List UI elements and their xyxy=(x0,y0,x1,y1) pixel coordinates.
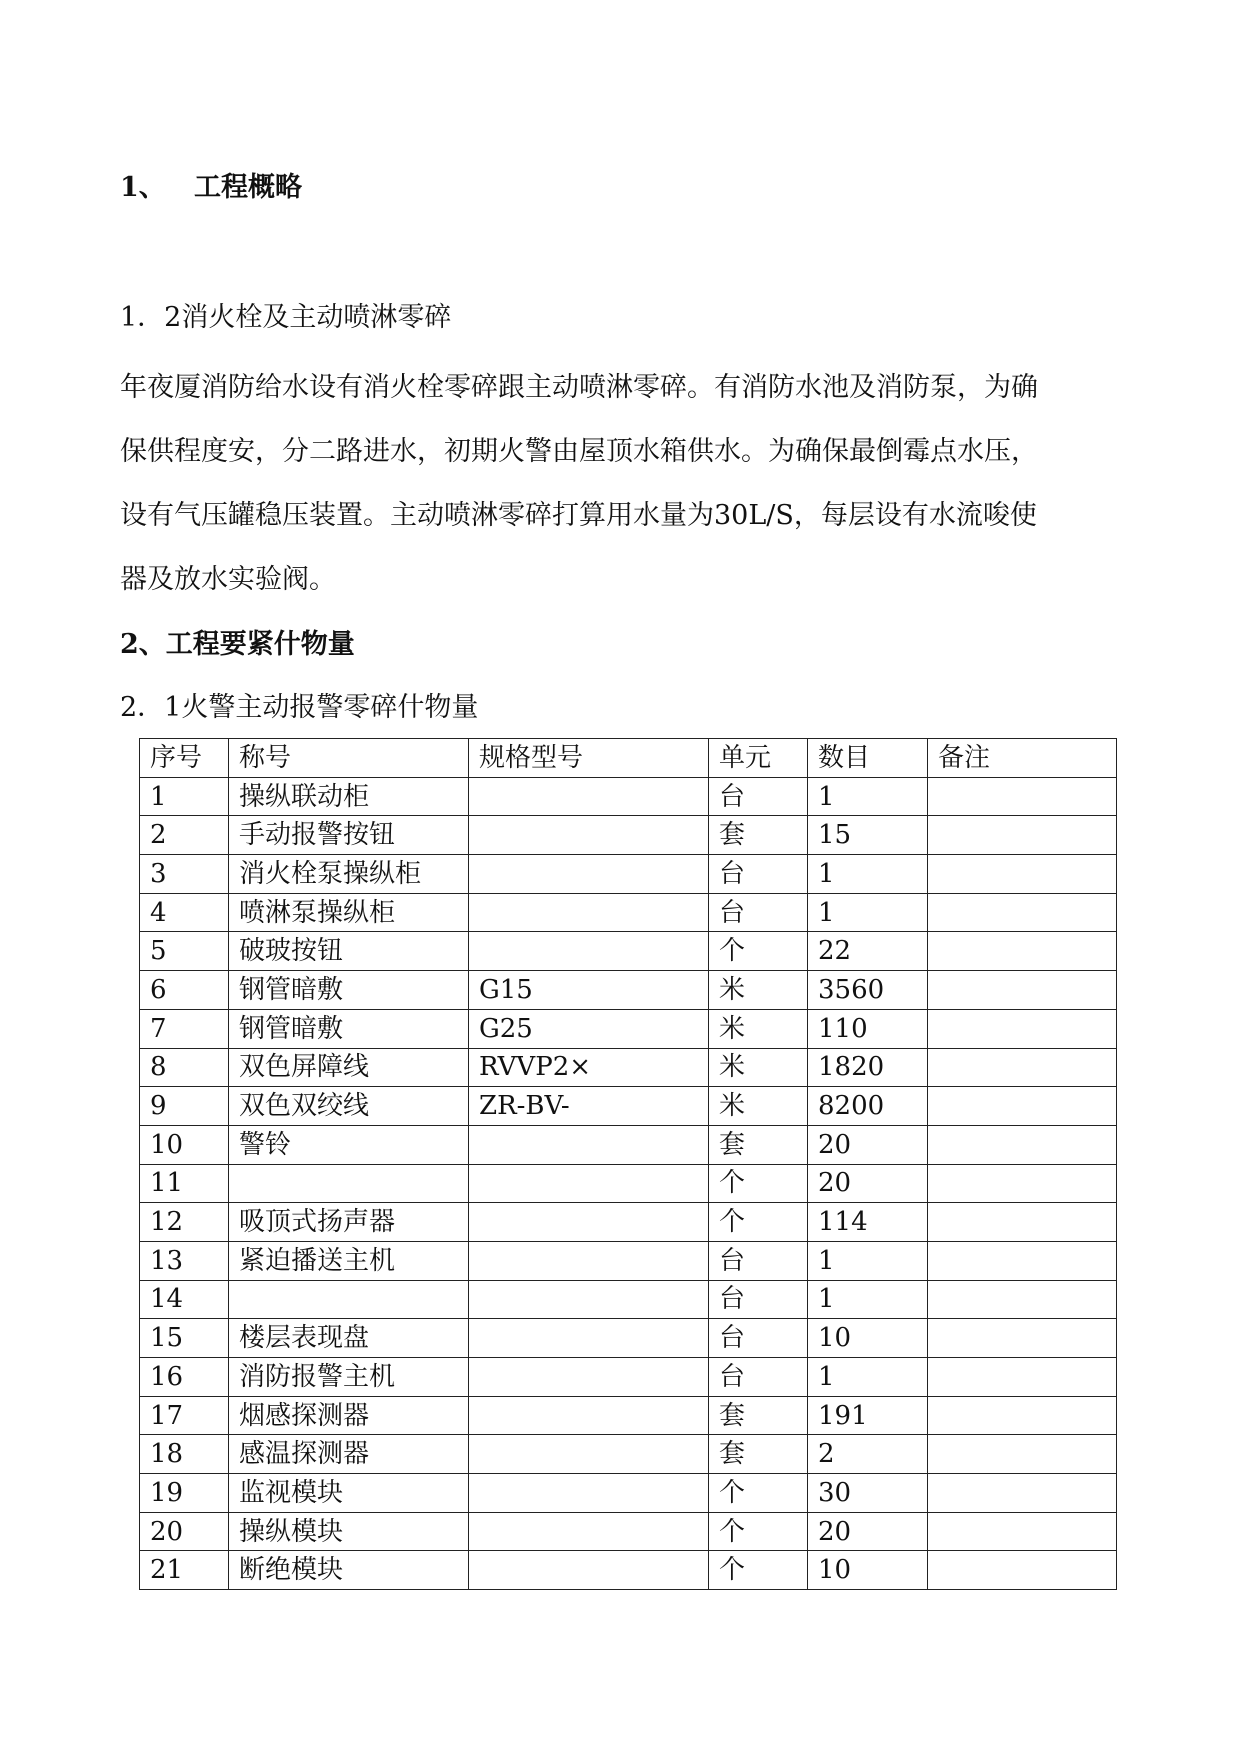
cell-index: 16 xyxy=(140,1358,229,1397)
cell-remark xyxy=(928,1164,1117,1203)
cell-quantity: 191 xyxy=(808,1396,928,1435)
cell-remark xyxy=(928,1048,1117,1087)
cell-name: 烟感探测器 xyxy=(229,1396,469,1435)
header-cell-spec: 规格型号 xyxy=(469,739,709,778)
table-row xyxy=(140,855,1117,894)
cell-index: 3 xyxy=(140,855,229,894)
cell-remark xyxy=(928,855,1117,894)
cell-quantity: 1 xyxy=(808,1358,928,1397)
paragraph-line: 设有气压罐稳压装置。主动喷淋零碎打算用水量为30L/S，每层设有水流唆使 xyxy=(120,500,1037,531)
cell-unit: 套 xyxy=(709,816,808,855)
heading-1-number: 1、 xyxy=(120,172,166,203)
cell-spec xyxy=(469,1241,709,1280)
cell-spec xyxy=(469,1125,709,1164)
cell-spec: G25 xyxy=(469,1009,709,1048)
cell-spec xyxy=(469,1396,709,1435)
cell-index: 9 xyxy=(140,1087,229,1126)
table-row xyxy=(140,1435,1117,1474)
cell-unit: 个 xyxy=(709,932,808,971)
cell-name xyxy=(229,1280,469,1319)
cell-spec xyxy=(469,1358,709,1397)
cell-spec xyxy=(469,1164,709,1203)
table-row xyxy=(140,893,1117,932)
cell-quantity: 2 xyxy=(808,1435,928,1474)
cell-quantity: 1 xyxy=(808,855,928,894)
cell-unit: 个 xyxy=(709,1203,808,1242)
cell-index: 20 xyxy=(140,1512,229,1551)
cell-index: 13 xyxy=(140,1241,229,1280)
header-cell-quantity: 数目 xyxy=(808,739,928,778)
cell-index: 1 xyxy=(140,777,229,816)
cell-name: 操纵模块 xyxy=(229,1512,469,1551)
cell-spec xyxy=(469,932,709,971)
cell-spec xyxy=(469,1474,709,1513)
cell-remark xyxy=(928,777,1117,816)
cell-remark xyxy=(928,816,1117,855)
cell-quantity: 20 xyxy=(808,1512,928,1551)
cell-unit: 个 xyxy=(709,1474,808,1513)
cell-name: 喷淋泵操纵柜 xyxy=(229,893,469,932)
cell-name: 消火栓泵操纵柜 xyxy=(229,855,469,894)
section-2-1-title: 2．1火警主动报警零碎什物量 xyxy=(120,692,479,723)
table-row xyxy=(140,1551,1117,1590)
table-row xyxy=(140,1164,1117,1203)
table-row xyxy=(140,1048,1117,1087)
cell-unit: 台 xyxy=(709,1319,808,1358)
cell-name: 紧迫播送主机 xyxy=(229,1241,469,1280)
cell-remark xyxy=(928,1358,1117,1397)
cell-name: 双色屏障线 xyxy=(229,1048,469,1087)
quantity-table xyxy=(139,738,1117,1590)
cell-remark xyxy=(928,971,1117,1010)
cell-remark xyxy=(928,932,1117,971)
cell-remark xyxy=(928,1319,1117,1358)
cell-index: 14 xyxy=(140,1280,229,1319)
cell-index: 4 xyxy=(140,893,229,932)
cell-quantity: 3560 xyxy=(808,971,928,1010)
cell-name: 手动报警按钮 xyxy=(229,816,469,855)
cell-remark xyxy=(928,1125,1117,1164)
cell-unit: 台 xyxy=(709,893,808,932)
cell-spec xyxy=(469,1551,709,1590)
header-cell-index: 序号 xyxy=(140,739,229,778)
cell-spec xyxy=(469,1203,709,1242)
cell-quantity: 110 xyxy=(808,1009,928,1048)
table-row xyxy=(140,1396,1117,1435)
cell-remark xyxy=(928,1474,1117,1513)
table-row xyxy=(140,1319,1117,1358)
table-row xyxy=(140,1280,1117,1319)
cell-spec xyxy=(469,1512,709,1551)
heading-2: 2、工程要紧什物量 xyxy=(120,629,355,660)
cell-quantity: 1 xyxy=(808,777,928,816)
cell-unit: 套 xyxy=(709,1396,808,1435)
cell-quantity: 1820 xyxy=(808,1048,928,1087)
cell-spec xyxy=(469,1319,709,1358)
paragraph-line: 保供程度安，分二路进水，初期火警由屋顶水箱供水。为确保最倒霉点水压， xyxy=(120,436,1038,467)
cell-index: 2 xyxy=(140,816,229,855)
cell-unit: 个 xyxy=(709,1164,808,1203)
table-row xyxy=(140,1512,1117,1551)
cell-index: 21 xyxy=(140,1551,229,1590)
cell-quantity: 8200 xyxy=(808,1087,928,1126)
cell-index: 8 xyxy=(140,1048,229,1087)
table-row xyxy=(140,1009,1117,1048)
heading-1 xyxy=(120,165,302,204)
cell-remark xyxy=(928,1512,1117,1551)
cell-name: 双色双绞线 xyxy=(229,1087,469,1126)
cell-unit: 台 xyxy=(709,1280,808,1319)
cell-name xyxy=(229,1164,469,1203)
cell-remark xyxy=(928,1009,1117,1048)
cell-name: 钢管暗敷 xyxy=(229,971,469,1010)
cell-quantity: 10 xyxy=(808,1551,928,1590)
cell-name: 吸顶式扬声器 xyxy=(229,1203,469,1242)
cell-name: 感温探测器 xyxy=(229,1435,469,1474)
cell-name: 断绝模块 xyxy=(229,1551,469,1590)
table-row xyxy=(140,971,1117,1010)
cell-index: 12 xyxy=(140,1203,229,1242)
cell-index: 18 xyxy=(140,1435,229,1474)
cell-index: 15 xyxy=(140,1319,229,1358)
cell-quantity: 22 xyxy=(808,932,928,971)
cell-remark xyxy=(928,1280,1117,1319)
section-1-2-title: 1．2消火栓及主动喷淋零碎 xyxy=(120,302,452,333)
cell-remark xyxy=(928,1087,1117,1126)
cell-remark xyxy=(928,1241,1117,1280)
table-row xyxy=(140,1474,1117,1513)
cell-name: 破玻按钮 xyxy=(229,932,469,971)
paragraph-line: 器及放水实验阀。 xyxy=(120,564,336,595)
cell-quantity: 15 xyxy=(808,816,928,855)
cell-spec xyxy=(469,1280,709,1319)
cell-unit: 米 xyxy=(709,1048,808,1087)
cell-index: 19 xyxy=(140,1474,229,1513)
cell-name: 警铃 xyxy=(229,1125,469,1164)
cell-remark xyxy=(928,1203,1117,1242)
cell-spec: G15 xyxy=(469,971,709,1010)
cell-quantity: 20 xyxy=(808,1164,928,1203)
heading-1-title: 工程概略 xyxy=(194,172,302,203)
cell-unit: 米 xyxy=(709,1087,808,1126)
cell-quantity: 20 xyxy=(808,1125,928,1164)
cell-remark xyxy=(928,1435,1117,1474)
cell-unit: 个 xyxy=(709,1512,808,1551)
header-cell-name: 称号 xyxy=(229,739,469,778)
cell-index: 11 xyxy=(140,1164,229,1203)
table-row xyxy=(140,777,1117,816)
cell-unit: 台 xyxy=(709,1358,808,1397)
table-row xyxy=(140,1358,1117,1397)
section-1-2-paragraph xyxy=(120,356,1120,612)
cell-index: 7 xyxy=(140,1009,229,1048)
table-body xyxy=(140,777,1117,1589)
cell-unit: 套 xyxy=(709,1435,808,1474)
cell-spec: ZR-BV- xyxy=(469,1087,709,1126)
header-cell-unit: 单元 xyxy=(709,739,808,778)
cell-quantity: 1 xyxy=(808,893,928,932)
table-row xyxy=(140,1125,1117,1164)
cell-quantity: 30 xyxy=(808,1474,928,1513)
table-row xyxy=(140,1241,1117,1280)
cell-unit: 米 xyxy=(709,971,808,1010)
cell-name: 钢管暗敷 xyxy=(229,1009,469,1048)
header-cell-remark: 备注 xyxy=(928,739,1117,778)
cell-index: 17 xyxy=(140,1396,229,1435)
cell-name: 消防报警主机 xyxy=(229,1358,469,1397)
cell-unit: 米 xyxy=(709,1009,808,1048)
cell-unit: 台 xyxy=(709,1241,808,1280)
cell-remark xyxy=(928,1396,1117,1435)
cell-unit: 台 xyxy=(709,777,808,816)
table-row xyxy=(140,1203,1117,1242)
cell-quantity: 114 xyxy=(808,1203,928,1242)
table-row xyxy=(140,816,1117,855)
cell-unit: 套 xyxy=(709,1125,808,1164)
table-row xyxy=(140,932,1117,971)
cell-spec xyxy=(469,893,709,932)
cell-index: 5 xyxy=(140,932,229,971)
cell-quantity: 1 xyxy=(808,1241,928,1280)
cell-quantity: 10 xyxy=(808,1319,928,1358)
table-row xyxy=(140,1087,1117,1126)
cell-name: 操纵联动柜 xyxy=(229,777,469,816)
cell-unit: 个 xyxy=(709,1551,808,1590)
cell-unit: 台 xyxy=(709,855,808,894)
cell-spec xyxy=(469,816,709,855)
cell-index: 6 xyxy=(140,971,229,1010)
cell-spec xyxy=(469,777,709,816)
cell-name: 楼层表现盘 xyxy=(229,1319,469,1358)
cell-remark xyxy=(928,1551,1117,1590)
cell-spec: RVVP2× xyxy=(469,1048,709,1087)
paragraph-line: 年夜厦消防给水设有消火栓零碎跟主动喷淋零碎。有消防水池及消防泵，为确 xyxy=(120,372,1038,403)
cell-index: 10 xyxy=(140,1125,229,1164)
cell-name: 监视模块 xyxy=(229,1474,469,1513)
cell-spec xyxy=(469,1435,709,1474)
cell-quantity: 1 xyxy=(808,1280,928,1319)
cell-remark xyxy=(928,893,1117,932)
cell-spec xyxy=(469,855,709,894)
table-header-row xyxy=(140,739,1117,778)
